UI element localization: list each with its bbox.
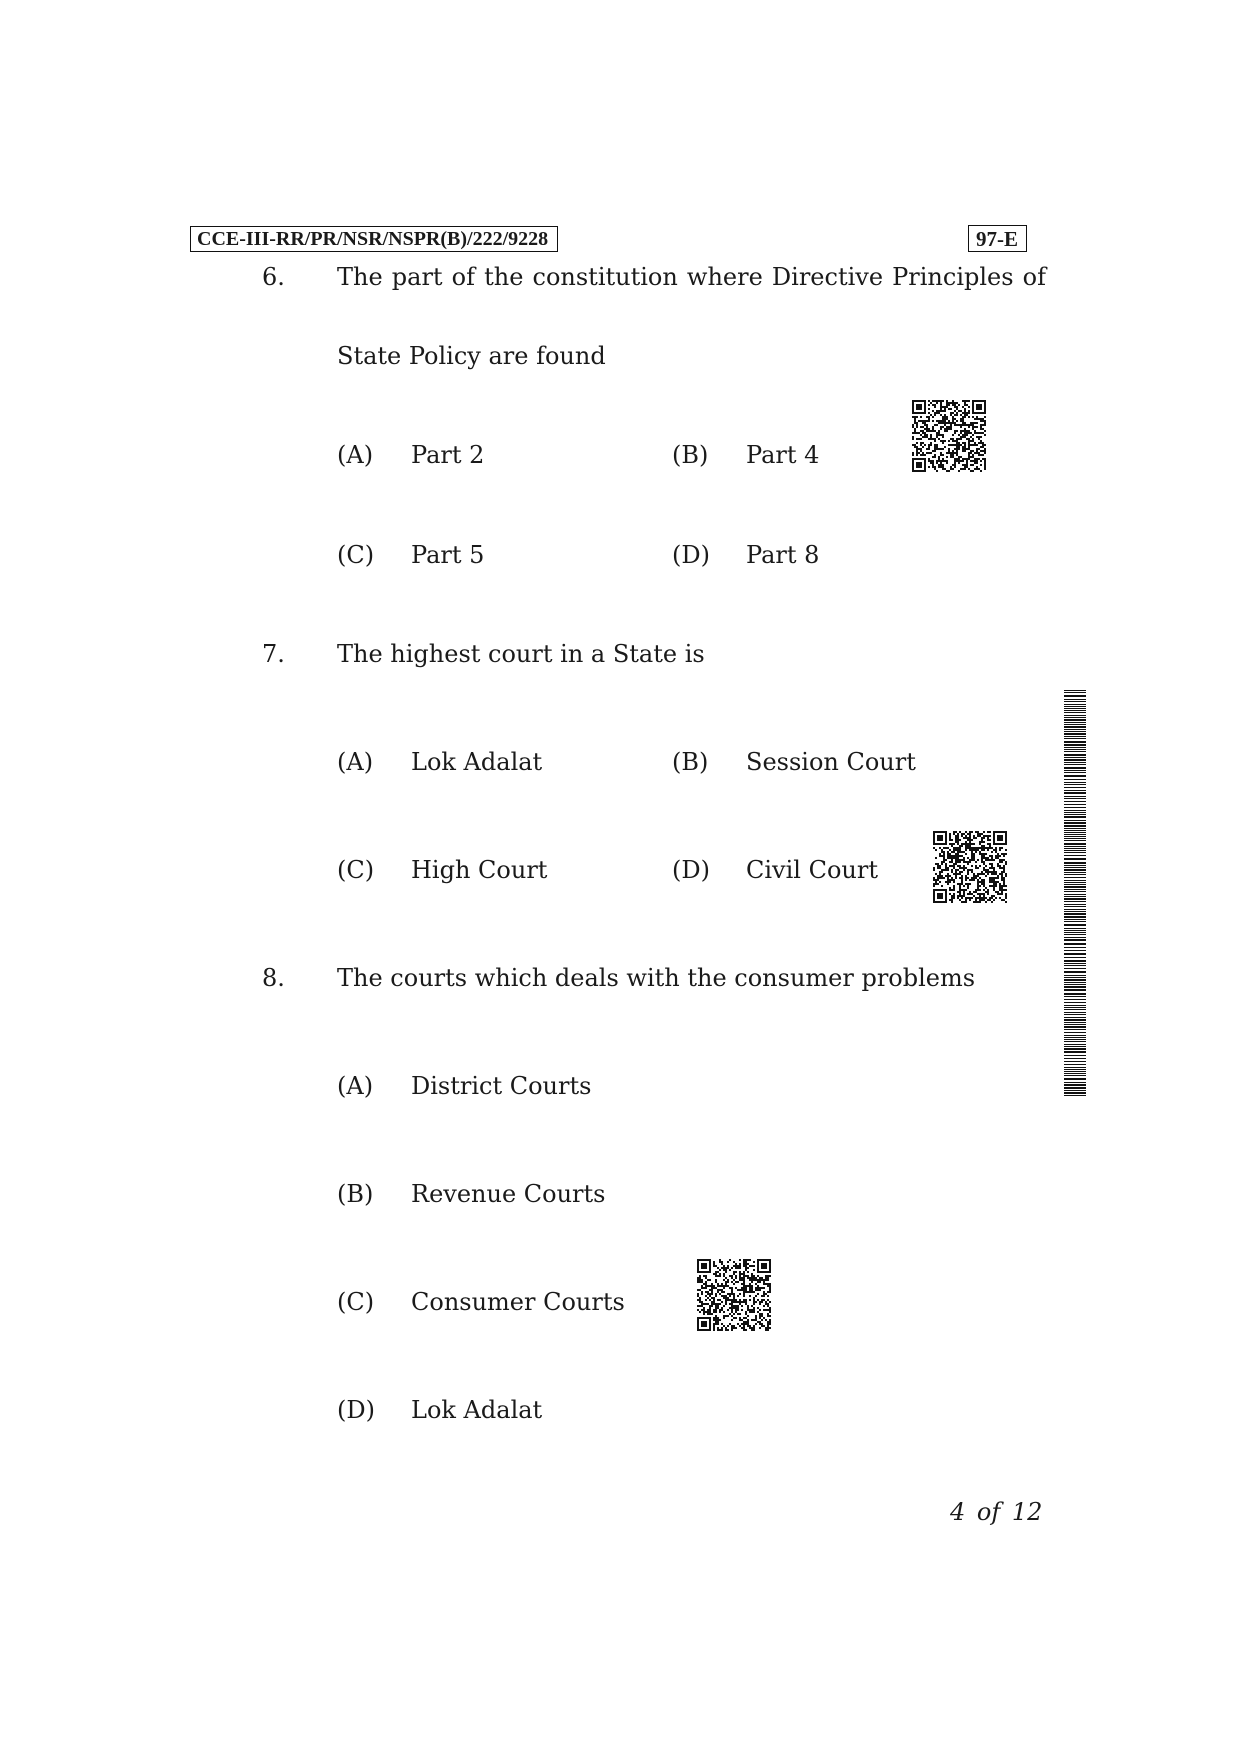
q7-option-d-label: (D) xyxy=(672,856,710,884)
paper-code: CCE-III-RR/PR/NSR/NSPR(B)/222/9228 xyxy=(190,226,558,252)
question-6-text-line2: State Policy are found xyxy=(337,342,606,370)
q8-option-d-text: Lok Adalat xyxy=(411,1396,543,1424)
q6-option-c-label: (C) xyxy=(337,541,375,569)
q8-option-a-label: (A) xyxy=(337,1072,374,1100)
q6-option-a-text: Part 2 xyxy=(411,441,485,469)
page-number: 4 of 12 xyxy=(950,1498,1043,1526)
paper-number: 97-E xyxy=(968,225,1027,252)
question-7-text: The highest court in a State is xyxy=(337,640,705,668)
q8-option-a-text: District Courts xyxy=(411,1072,592,1100)
q8-option-c-text: Consumer Courts xyxy=(411,1288,625,1316)
q8-option-c-label: (C) xyxy=(337,1288,375,1316)
qr-code-icon xyxy=(933,831,1007,903)
q8-option-d-label: (D) xyxy=(337,1396,375,1424)
q7-option-c-label: (C) xyxy=(337,856,375,884)
q8-option-b-text: Revenue Courts xyxy=(411,1180,606,1208)
question-6-number: 6. xyxy=(262,263,285,291)
q6-option-b-text: Part 4 xyxy=(746,441,820,469)
q6-option-c-text: Part 5 xyxy=(411,541,485,569)
qr-code-icon xyxy=(697,1259,771,1331)
q7-option-b-label: (B) xyxy=(672,748,709,776)
q7-option-b-text: Session Court xyxy=(746,748,916,776)
q7-option-c-text: High Court xyxy=(411,856,548,884)
q6-option-d-label: (D) xyxy=(672,541,710,569)
question-7-number: 7. xyxy=(262,640,285,668)
question-8-text: The courts which deals with the consumer problems xyxy=(337,964,976,992)
q6-option-b-label: (B) xyxy=(672,441,709,469)
question-6-text-line1: The part of the constitution where Directive Principles of xyxy=(337,263,1046,291)
q7-option-a-label: (A) xyxy=(337,748,374,776)
qr-code-icon xyxy=(912,400,986,472)
barcode-icon xyxy=(1064,690,1086,1098)
q6-option-a-label: (A) xyxy=(337,441,374,469)
q6-option-d-text: Part 8 xyxy=(746,541,820,569)
question-8-number: 8. xyxy=(262,964,285,992)
q7-option-a-text: Lok Adalat xyxy=(411,748,543,776)
q8-option-b-label: (B) xyxy=(337,1180,374,1208)
q7-option-d-text: Civil Court xyxy=(746,856,878,884)
